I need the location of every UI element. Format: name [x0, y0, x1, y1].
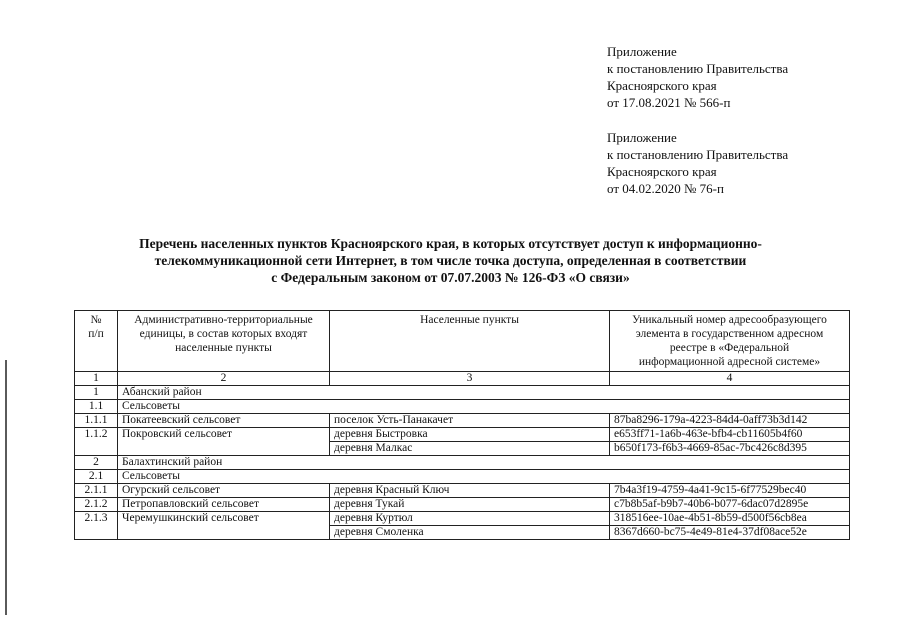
district-row [75, 386, 850, 400]
settlement-cell: деревня Быстровка [330, 428, 610, 442]
annex-label: Приложение [607, 44, 677, 59]
table-row [75, 512, 850, 526]
fias-id-cell: 7b4a3f19-4759-4a41-9c15-6f77529bec40 [610, 484, 850, 498]
group-row [75, 470, 850, 484]
fias-id-cell: b650f173-f6b3-4669-85ac-7bc426c8d395 [610, 442, 850, 456]
admin-unit-cell: Покровский сельсовет [118, 428, 330, 456]
document-title-line: с Федеральным законом от 07.07.2003 № 126-ФЗ «О связи» [271, 270, 630, 285]
document-title-line: телекоммуникационной сети Интернет, в том числе точка доступа, определенная в соответствии [154, 253, 747, 268]
column-number: 4 [610, 372, 850, 386]
row-number: 2.1.1 [75, 484, 118, 498]
header-admin-unit: Административно-территориальные единицы, в состав которых входят населенные пункты [118, 311, 330, 372]
fias-id-cell: 87ba8296-179a-4223-84d4-0aff73b3d142 [610, 414, 850, 428]
district-name: Абанский район [118, 386, 850, 400]
settlement-cell: деревня Красный Ключ [330, 484, 610, 498]
annex-reference: к постановлению Правительства [607, 61, 789, 76]
document-title [0, 235, 901, 286]
group-name: Сельсоветы [118, 470, 850, 484]
table-row [75, 414, 850, 428]
fias-id-cell: e653ff71-1a6b-463e-bfb4-cb11605b4f60 [610, 428, 850, 442]
settlement-cell: деревня Смоленка [330, 526, 610, 540]
row-number: 1.1 [75, 400, 118, 414]
table-row [75, 484, 850, 498]
admin-unit-cell: Огурский сельсовет [118, 484, 330, 498]
annex-date-number: от 17.08.2021 № 566-п [607, 95, 731, 110]
table-row [75, 428, 850, 442]
admin-unit-cell: Черемушкинский сельсовет [118, 512, 330, 540]
table-row [75, 498, 850, 512]
document-title-line: Перечень населенных пунктов Красноярского края, в которых отсутствует доступ к информационно- [139, 236, 762, 251]
header-number: № п/п [75, 311, 118, 372]
row-number: 1 [75, 386, 118, 400]
row-number: 1.1.2 [75, 428, 118, 456]
annex-heading-current [607, 43, 788, 111]
annex-region: Красноярского края [607, 164, 717, 179]
settlement-cell: деревня Малкас [330, 442, 610, 456]
admin-unit-cell: Петропавловский сельсовет [118, 498, 330, 512]
table-header-row [75, 311, 850, 372]
fias-id-cell: 8367d660-bc75-4e49-81e4-37df08ace52e [610, 526, 850, 540]
column-number: 1 [75, 372, 118, 386]
row-number: 2.1.3 [75, 512, 118, 540]
annex-label: Приложение [607, 130, 677, 145]
district-name: Балахтинский район [118, 456, 850, 470]
settlement-cell: деревня Тукай [330, 498, 610, 512]
settlements-table [74, 310, 850, 540]
row-number: 2 [75, 456, 118, 470]
column-number: 2 [118, 372, 330, 386]
settlement-cell: деревня Куртюл [330, 512, 610, 526]
district-row [75, 456, 850, 470]
annex-heading-original [607, 129, 788, 197]
column-number-row [75, 372, 850, 386]
row-number: 2.1 [75, 470, 118, 484]
fias-id-cell: 318516ee-10ae-4b51-8b59-d500f56cb8ea [610, 512, 850, 526]
annex-date-number: от 04.02.2020 № 76-п [607, 181, 724, 196]
group-row [75, 400, 850, 414]
group-name: Сельсоветы [118, 400, 850, 414]
column-number: 3 [330, 372, 610, 386]
header-fias-id: Уникальный номер адресообразующего элемента в государственном адресном реестре в «Федеральной информационной адресной системе» [610, 311, 850, 372]
row-number: 1.1.1 [75, 414, 118, 428]
header-settlements: Населенные пункты [330, 311, 610, 372]
annex-region: Красноярского края [607, 78, 717, 93]
row-number: 2.1.2 [75, 498, 118, 512]
settlement-cell: поселок Усть-Панакачет [330, 414, 610, 428]
admin-unit-cell: Покатеевский сельсовет [118, 414, 330, 428]
annex-reference: к постановлению Правительства [607, 147, 789, 162]
fias-id-cell: c7b8b5af-b9b7-40b6-b077-6dac07d2895e [610, 498, 850, 512]
scan-edge-line [5, 360, 7, 615]
